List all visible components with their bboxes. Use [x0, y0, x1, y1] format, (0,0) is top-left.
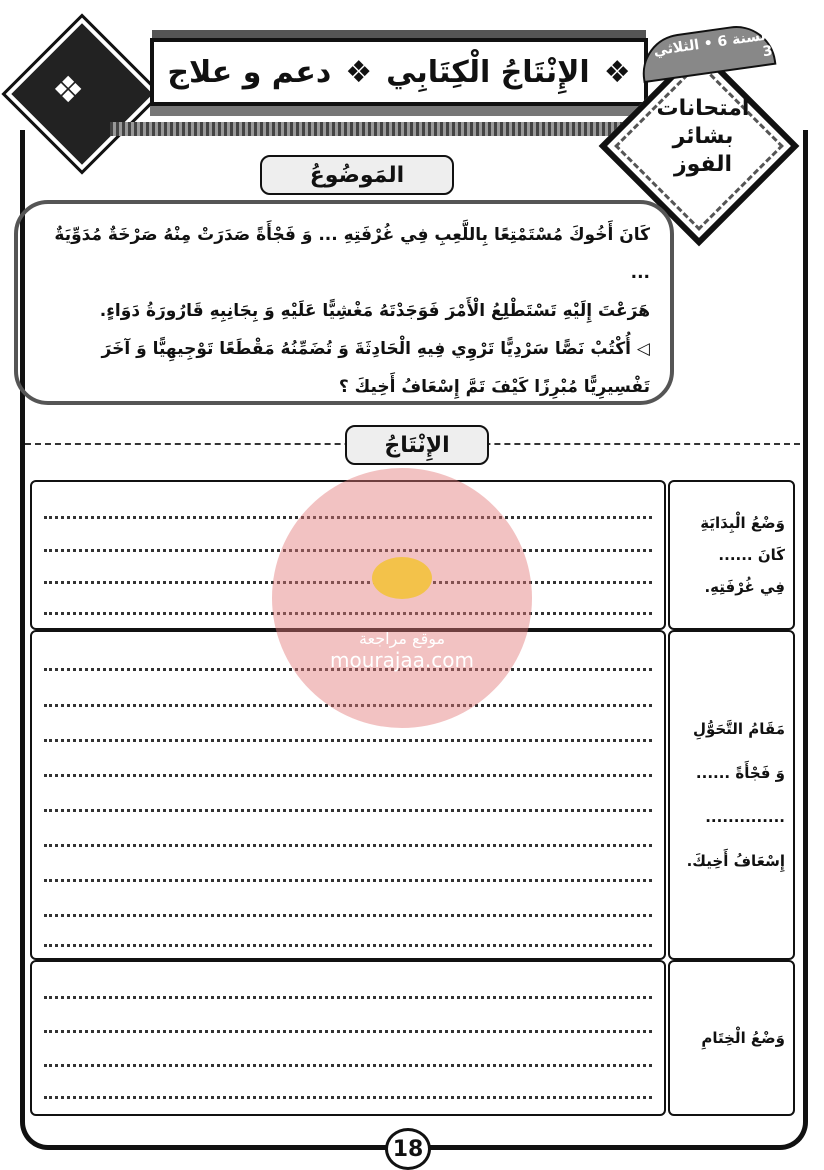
writing-line: [44, 879, 652, 882]
label-line: وَ فَجْأَةً ......: [695, 764, 785, 782]
topic-instruction: ◁ أُكْتُبْ نَصًّا سَرْدِيًّا تَرْوِي فِيهِ الْحَادِثَةَ وَ تُضَمِّنُهُ مَقْطَعًا تَوْجِيهِيًّا وَ آخَرَ: [101, 339, 650, 359]
topic-title: المَوضُوعُ: [260, 155, 454, 195]
book-icon: [372, 557, 432, 599]
ornament-icon: ❖: [345, 54, 373, 90]
writing-line: [44, 844, 652, 847]
writing-line: [44, 739, 652, 742]
writing-line: [44, 914, 652, 917]
table-row-ending: [30, 960, 795, 1116]
label-line: وَضْعُ الْبِدَايَةِ: [700, 514, 785, 532]
label-line: ..............: [705, 808, 785, 826]
writing-line: [44, 1064, 652, 1067]
row-label: [668, 480, 795, 630]
label-line: فِي غُرْفَتِهِ.: [704, 578, 785, 596]
writing-line: [44, 1096, 652, 1099]
topic-box: [14, 200, 674, 405]
ornament-icon: ❖: [52, 70, 85, 111]
watermark: [272, 468, 532, 728]
row-label: [668, 960, 795, 1116]
page-header: [150, 38, 648, 106]
writing-line: [44, 774, 652, 777]
production-title: الإِنْتَاجُ: [345, 425, 489, 465]
writing-line: [44, 1030, 652, 1033]
label-line: إِسْعَافُ أَخِيكَ.: [686, 852, 785, 870]
label-line: مَقَامُ التَّحَوُّلِ: [692, 720, 785, 738]
level-ribbon: السنة 6 • الثلاثي 3: [638, 21, 777, 83]
brand-line: الفوز: [673, 152, 733, 177]
page-subtitle: دعم و علاج: [167, 54, 332, 90]
topic-line: كَانَ أَخُوكَ مُسْتَمْتِعًا بِاللَّعِبِ فِي غُرْفَتِهِ ... وَ فَجْأَةً صَدَرَتْ مِنْهُ صَرْخَةٌ مُدَوِّيَةٌ ...: [54, 225, 650, 283]
writing-line: [44, 809, 652, 812]
label-line: وَضْعُ الْخِتَامِ: [701, 1029, 785, 1047]
brand-line: امتحانات: [656, 96, 750, 121]
topic-line: هَرَعْتَ إِلَيْهِ تَسْتَطْلِعُ الْأَمْرَ فَوَجَدْتَهُ مَغْشِيًّا عَلَيْهِ وَ بِجَانِبِهِ قَارُورَةُ دَوَاءٍ.: [99, 301, 650, 321]
brand-line: بشائر: [672, 124, 734, 149]
writing-area[interactable]: [30, 960, 666, 1116]
row-label: [668, 630, 795, 960]
label-line: كَانَ ......: [718, 546, 785, 564]
writing-line: [44, 944, 652, 947]
page-number: 18: [385, 1128, 431, 1170]
ornament-icon: ❖: [603, 54, 631, 90]
page-title: الإِنْتَاجُ الْكِتَابِي: [386, 54, 590, 90]
watermark-latin: mourajaa.com: [329, 648, 474, 672]
topic-instruction: تَفْسِيرِيًّا مُبْرِزًا كَيْفَ تَمَّ إِسْعَافُ أَخِيكَ ؟: [338, 377, 650, 397]
writing-line: [44, 996, 652, 999]
watermark-arabic: موقع مراجعة: [358, 629, 446, 648]
